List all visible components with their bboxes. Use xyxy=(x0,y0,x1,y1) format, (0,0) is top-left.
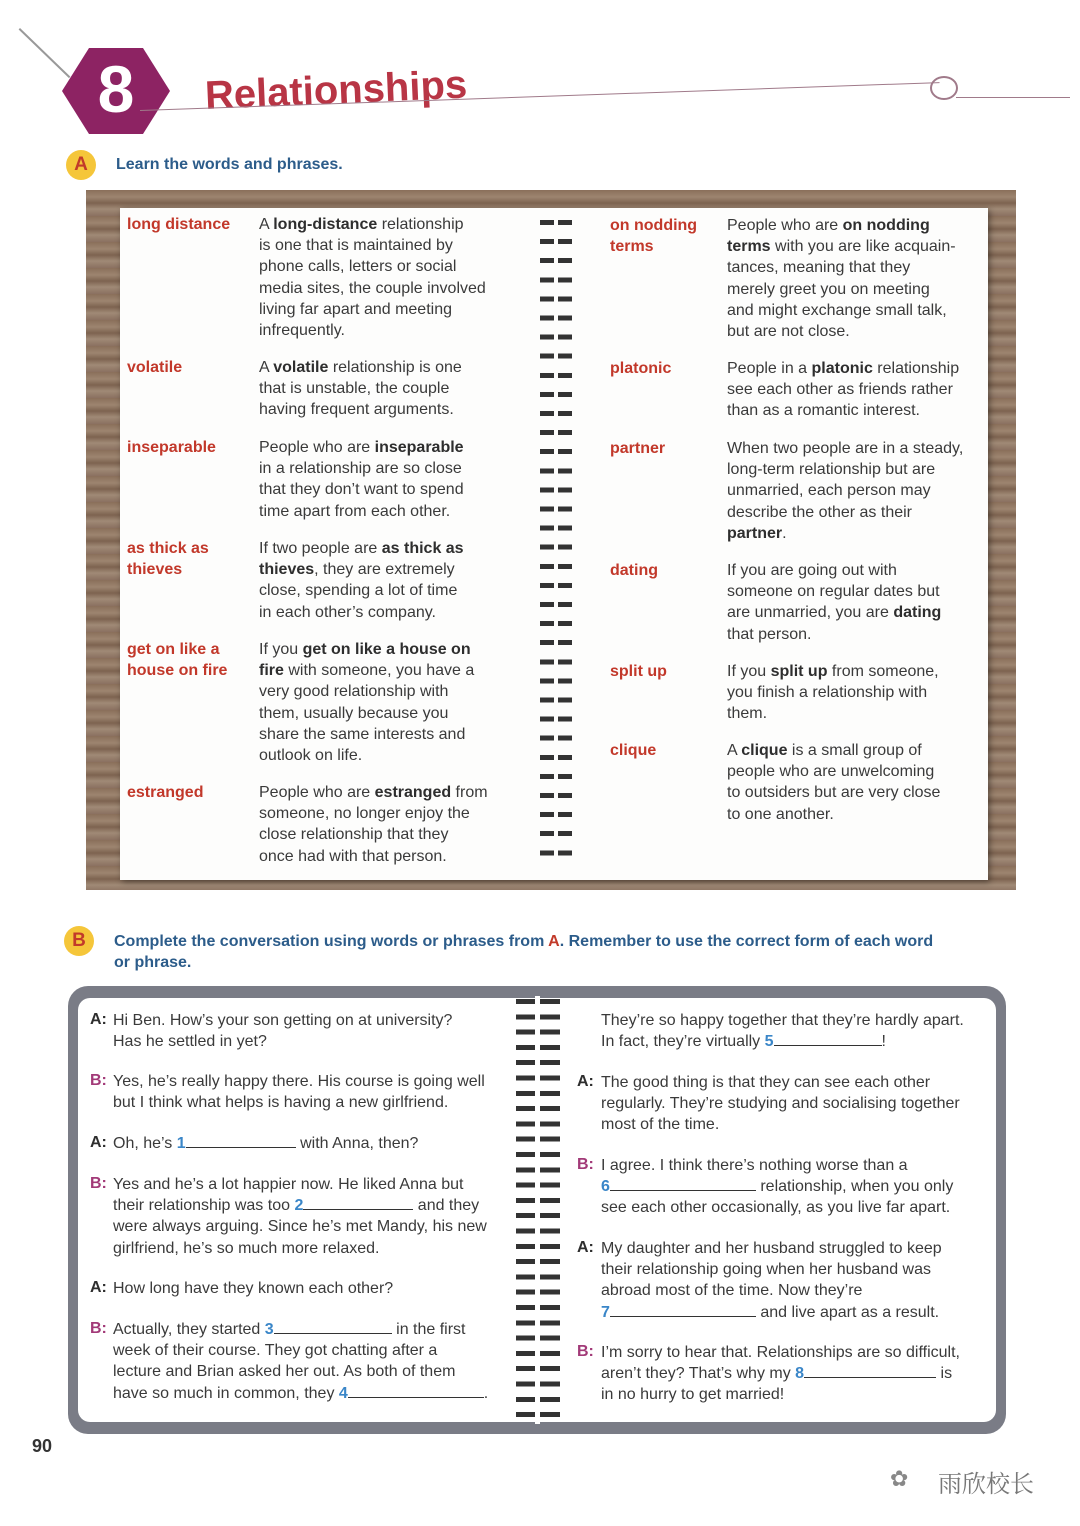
answer-blank-1[interactable] xyxy=(186,1133,296,1148)
vocab-term: volatile xyxy=(127,359,183,376)
vocab-term: get on like a house on fire xyxy=(127,641,228,679)
unit-title: Relationships xyxy=(204,62,468,119)
vocab-definition: A clique is a small group of people who are unwelcoming to outsiders but are very close to one another. xyxy=(727,742,941,823)
speaker-label: B: xyxy=(577,1156,594,1173)
dialogue-line: My daughter and her husband struggled to keep their relationship going when her husband was abroad most of the time. Now they’re 7 and live apart as a result. xyxy=(601,1240,942,1321)
speaker-label: B: xyxy=(90,1175,107,1192)
gap-number: 1 xyxy=(176,1135,186,1152)
gap-number: 6 xyxy=(601,1178,610,1196)
answer-blank-2[interactable] xyxy=(303,1195,413,1210)
dialogue-line: Oh, he’s 1 with Anna, then? xyxy=(113,1135,419,1152)
vocab-term: estranged xyxy=(127,784,204,801)
section-a-badge: A xyxy=(66,150,96,180)
gap-number: 7 xyxy=(601,1303,610,1321)
gap-number: 2 xyxy=(294,1197,304,1215)
vocab-term: long distance xyxy=(127,216,231,233)
speaker-label: A: xyxy=(90,1011,107,1028)
vocab-definition: If you split up from someone, you finish a relationship with them. xyxy=(727,663,939,723)
gap-number: 8 xyxy=(795,1365,805,1383)
speaker-label: A: xyxy=(577,1239,594,1256)
speaker-label: B: xyxy=(90,1320,107,1337)
vocab-definition: People who are estranged from someone, no longer enjoy the close relationship that they once had with that person. xyxy=(259,784,488,865)
vocab-term: clique xyxy=(610,742,657,759)
dialogue-line: Actually, they started 3 in the first week of their course. They got chatting after a lecture and Brian asked her out. As both of them have so much in common, they 4 . xyxy=(113,1321,489,1402)
dialogue-line: I agree. I think there’s nothing worse than a 6 relationship, when you only see each other occasionally, as you live far apart. xyxy=(601,1157,954,1217)
dialogue-line: The good thing is that they can see each other regularly. They’re studying and socialising together most of the time. xyxy=(601,1074,960,1134)
section-b-instruction xyxy=(114,931,994,973)
vocab-term: on nodding terms xyxy=(610,217,698,255)
speaker-label: A: xyxy=(577,1073,594,1090)
dialogue-line: Hi Ben. How’s your son getting on at university? Has he settled in yet? xyxy=(113,1012,453,1051)
title-circle-decor xyxy=(930,76,958,100)
vocab-definition: A long-distance relationship is one that is maintained by phone calls, letters or social media sites, the couple involved living far apart and meeting infrequently. xyxy=(259,216,486,340)
instruction-text-3: or phrase. xyxy=(114,954,192,971)
speaker-label: A: xyxy=(90,1134,107,1151)
title-underline-end xyxy=(956,97,1070,98)
watermark-text: 雨欣校长 xyxy=(938,1471,1034,1498)
vocab-term: split up xyxy=(610,663,667,680)
vocab-term: partner xyxy=(610,440,666,457)
dialogue-line: How long have they known each other? xyxy=(113,1280,394,1297)
unit-number: 8 xyxy=(97,52,135,126)
vocab-definition: A volatile relationship is one that is unstable, the couple having frequent arguments. xyxy=(259,359,462,419)
instruction-text-2: . Remember to use the correct form of each word xyxy=(559,933,934,950)
instruction-text-1: Complete the conversation using words or phrases from xyxy=(114,933,549,950)
vocab-definition: If you get on like a house on fire with someone, you have a very good relationship with them, usually because you share the same interests and outlook on life. xyxy=(259,641,475,765)
vocab-definition: People in a platonic relationship see each other as friends rather than as a romantic interest. xyxy=(727,360,960,420)
conversation-spiral xyxy=(516,996,560,1424)
vocab-term: dating xyxy=(610,562,658,579)
answer-blank-3[interactable] xyxy=(274,1319,392,1334)
speaker-label: B: xyxy=(577,1343,594,1360)
notebook-spiral xyxy=(540,216,572,866)
dialogue-line: Yes and he’s a lot happier now. He liked Anna but their relationship was too 2 and they were always arguing. Since he’s met Mandy, his new girlfriend, he’s so much more relaxed. xyxy=(113,1176,487,1257)
answer-blank-4[interactable] xyxy=(348,1383,484,1398)
speaker-label: B: xyxy=(90,1072,107,1089)
section-a-instruction: Learn the words and phrases. xyxy=(116,156,343,173)
wechat-icon: ✿ xyxy=(890,1466,909,1491)
vocab-term: inseparable xyxy=(127,439,216,456)
vocab-definition: If two people are as thick as thieves, they are extremely close, spending a lot of time in each other’s company. xyxy=(259,540,464,621)
page-number: 90 xyxy=(32,1436,53,1456)
answer-blank-7[interactable] xyxy=(610,1302,756,1317)
instruction-ref: A xyxy=(548,933,560,950)
vocab-definition: People who are inseparable in a relationship are so close that they don’t want to spend time apart from each other. xyxy=(259,439,464,520)
vocab-term: platonic xyxy=(610,360,672,377)
answer-blank-5[interactable] xyxy=(774,1031,882,1046)
vocab-definition: People who are on nodding terms with you are like acquain- tances, meaning that they merely greet you on meeting and might exchange small talk, but are not close. xyxy=(727,217,956,341)
gap-number: 4 xyxy=(338,1384,348,1402)
dialogue-line: I’m sorry to hear that. Relationships are so difficult, aren’t they? That’s why my 8 is in no hurry to get married! xyxy=(601,1344,960,1404)
speaker-label: A: xyxy=(90,1279,107,1296)
answer-blank-8[interactable] xyxy=(804,1363,936,1378)
gap-number: 3 xyxy=(264,1321,274,1338)
section-b-badge: B xyxy=(64,926,94,956)
gap-number: 5 xyxy=(764,1033,774,1051)
vocab-definition: When two people are in a steady, long-term relationship but are unmarried, each person may describe the other as their partner. xyxy=(727,440,964,542)
dialogue-line: They’re so happy together that they’re hardly apart. In fact, they’re virtually 5 ! xyxy=(601,1012,964,1051)
vocab-term: as thick as thieves xyxy=(127,540,209,578)
dialogue-line: Yes, he’s really happy there. His course is going well but I think what helps is having a new girlfriend. xyxy=(113,1073,485,1112)
vocab-definition: If you are going out with someone on regular dates but are unmarried, you are dating that person. xyxy=(727,562,942,643)
answer-blank-6[interactable] xyxy=(610,1176,756,1191)
